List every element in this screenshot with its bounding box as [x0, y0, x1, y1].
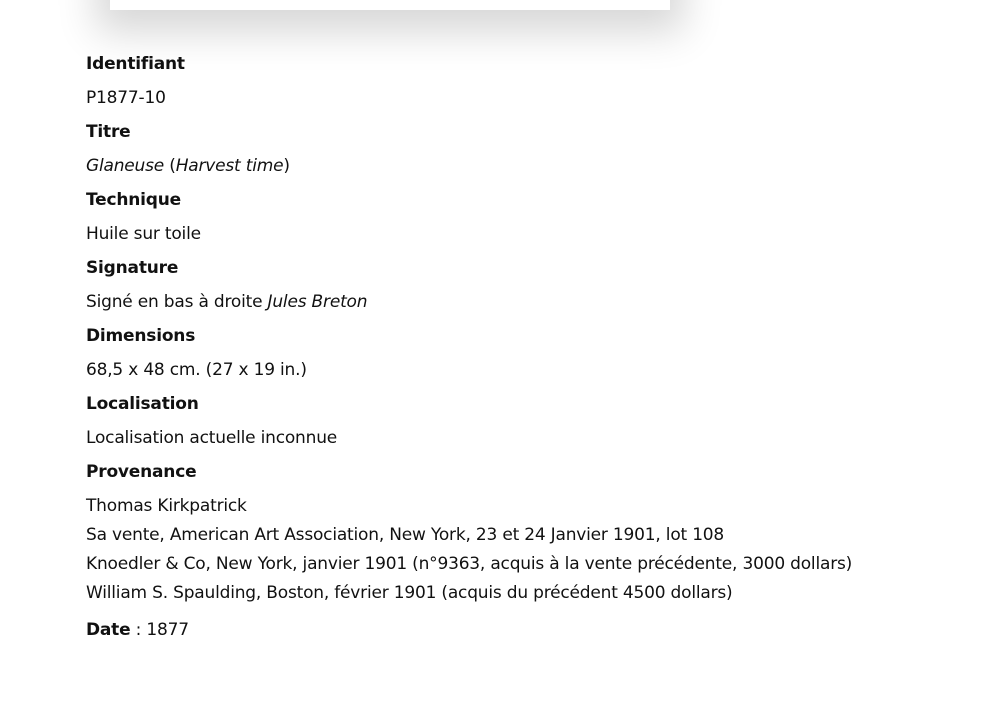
titre-close-paren: )	[283, 156, 290, 176]
signature-label: Signature	[86, 258, 179, 278]
artwork-image-frame	[110, 0, 670, 10]
localisation-label: Localisation	[86, 394, 199, 414]
provenance-line: Thomas Kirkpatrick	[86, 496, 247, 516]
titre-open-paren: (	[164, 156, 176, 176]
provenance-list	[86, 492, 966, 608]
signature-name: Jules Breton	[267, 292, 368, 312]
date-separator: :	[130, 620, 147, 640]
date-row	[86, 617, 966, 643]
localisation-value: Localisation actuelle inconnue	[86, 428, 338, 448]
dimensions-label: Dimensions	[86, 326, 196, 346]
provenance-line: William S. Spaulding, Boston, février 1901 (acquis du précédent 4500 dollars)	[86, 583, 733, 603]
provenance-line: Knoedler & Co, New York, janvier 1901 (n°9363, acquis à la vente précédente, 3000 dollars)	[86, 554, 853, 574]
provenance-label: Provenance	[86, 462, 197, 482]
titre-value	[86, 153, 966, 179]
technique-label: Technique	[86, 190, 181, 210]
dimensions-value: 68,5 x 48 cm. (27 x 19 in.)	[86, 360, 307, 380]
signature-value	[86, 289, 966, 315]
artwork-record	[86, 51, 966, 643]
identifiant-value: P1877-10	[86, 88, 166, 108]
titre-alt: Harvest time	[175, 156, 284, 176]
titre-label: Titre	[86, 122, 131, 142]
identifiant-label: Identifiant	[86, 54, 185, 74]
date-label: Date	[86, 620, 131, 640]
titre-main: Glaneuse	[86, 156, 165, 176]
technique-value: Huile sur toile	[86, 224, 201, 244]
signature-prefix: Signé en bas à droite	[86, 292, 268, 312]
date-value: 1877	[146, 620, 189, 640]
provenance-line: Sa vente, American Art Association, New York, 23 et 24 Janvier 1901, lot 108	[86, 525, 725, 545]
